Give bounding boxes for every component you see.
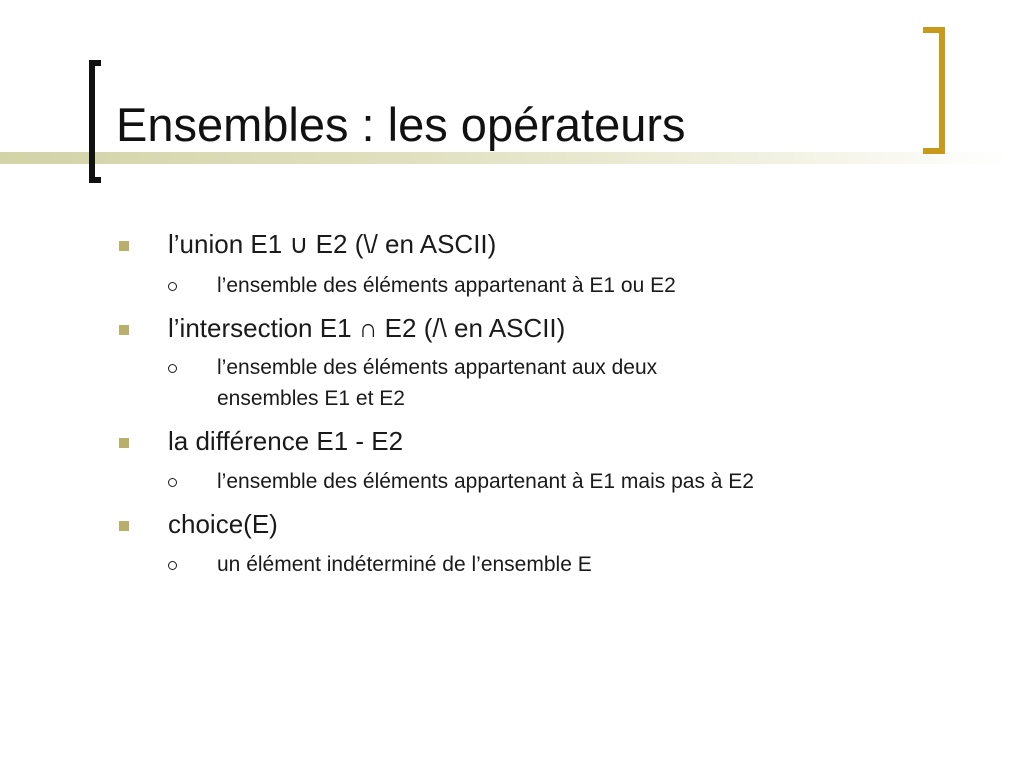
- slide-title: Ensembles : les opérateurs: [116, 98, 686, 151]
- circle-bullet-icon: [168, 282, 177, 291]
- sub-bullet-item-continuation: ensembles E1 et E2: [217, 387, 405, 410]
- bullet-item: l’union E1 ∪ E2 (\/ en ASCII): [168, 229, 497, 259]
- square-bullet-icon: [119, 438, 129, 448]
- square-bullet-icon: [119, 241, 129, 251]
- square-bullet-icon: [119, 521, 129, 531]
- square-bullet-icon: [119, 325, 129, 335]
- bullet-item: la différence E1 - E2: [168, 426, 404, 456]
- bullet-item: l’intersection E1 ∩ E2 (/\ en ASCII): [168, 313, 566, 343]
- circle-bullet-icon: [168, 364, 177, 373]
- sub-bullet-item: l’ensemble des éléments appartenant à E1 ou E2: [217, 274, 676, 297]
- sub-bullet-item: l’ensemble des éléments appartenant à E1 mais pas à E2: [217, 470, 754, 493]
- sub-bullet-item: l’ensemble des éléments appartenant aux deux: [217, 356, 658, 379]
- circle-bullet-icon: [168, 478, 177, 487]
- sub-bullet-item: un élément indéterminé de l’ensemble E: [217, 553, 592, 576]
- bullet-item: choice(E): [168, 509, 278, 539]
- circle-bullet-icon: [168, 561, 177, 570]
